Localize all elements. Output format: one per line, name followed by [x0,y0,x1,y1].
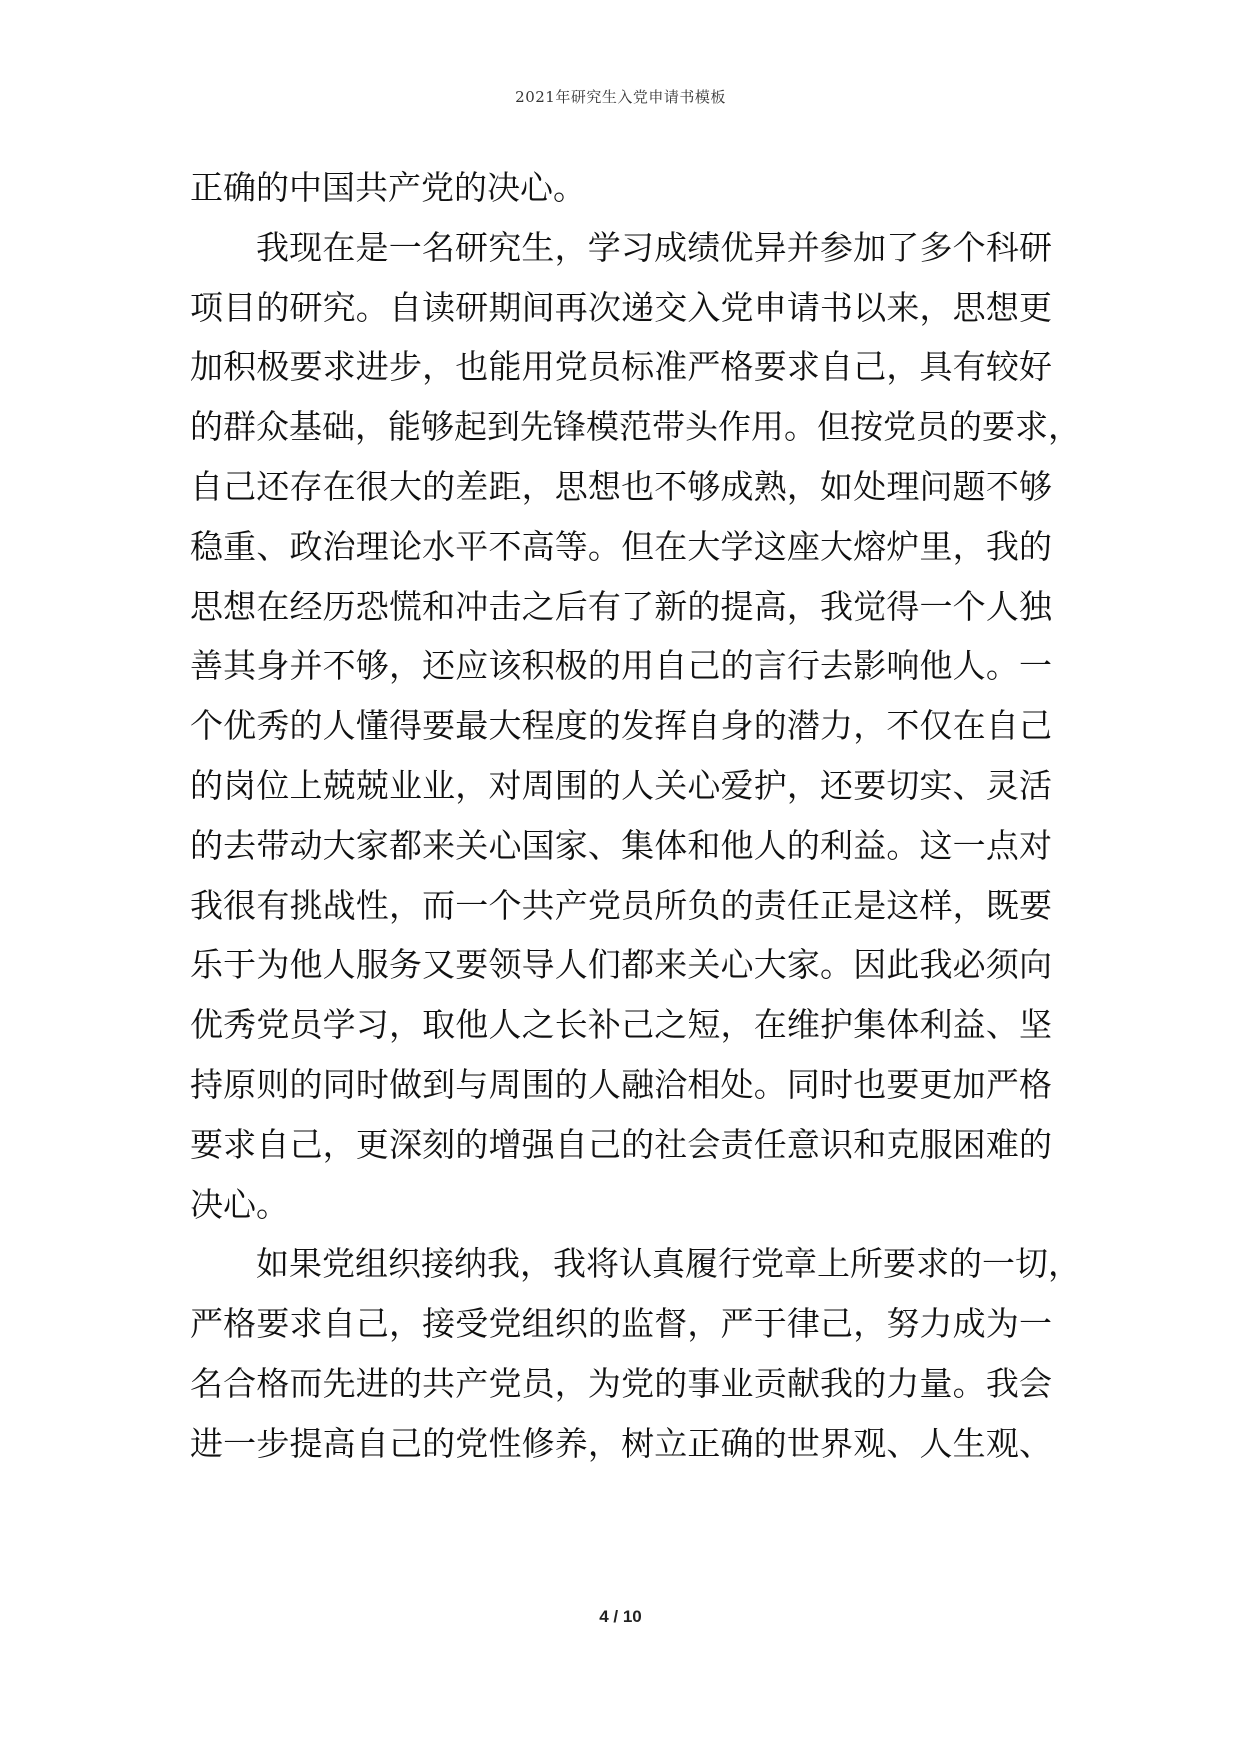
document-body [190,158,1081,1474]
paragraph-first-line: 我现在是一名研究生，学习成绩优异并参加了多个科研 [256,227,1052,267]
page-number: 4 / 10 [599,1607,642,1626]
page-header-title: 2021年研究生入党申请书模板 [515,88,726,106]
text-line: 严格要求自己，接受党组织的监督，严于律己，努力成为一 [190,1304,1052,1344]
paragraph-first-line: 如果党组织接纳我，我将认真履行党章上所要求的一切， [256,1244,1081,1284]
text-line: 乐于为他人服务又要领导人们都来关心大家。因此我必须向 [190,945,1052,985]
text-line: 加积极要求进步，也能用党员标准严格要求自己，具有较好 [190,347,1052,387]
text-line: 的去带动大家都来关心国家、集体和他人的利益。这一点对 [190,825,1052,865]
text-line: 项目的研究。自读研期间再次递交入党申请书以来，思想更 [190,287,1052,327]
text-line: 要求自己，更深刻的增强自己的社会责任意识和克服困难的 [190,1124,1052,1164]
text-line: 稳重、政治理论水平不高等。但在大学这座大熔炉里，我的 [190,526,1052,566]
text-line: 我很有挑战性，而一个共产党员所负的责任正是这样，既要 [190,885,1052,925]
text-line: 进一步提高自己的党性修养，树立正确的世界观、人生观、 [190,1423,1052,1463]
text-line: 正确的中国共产党的决心。 [190,168,586,207]
text-line: 决心。 [190,1184,289,1224]
text-line: 个优秀的人懂得要最大程度的发挥自身的潜力，不仅在自己 [190,706,1052,746]
text-line: 持原则的同时做到与周围的人融洽相处。同时也要更加严格 [190,1064,1052,1104]
text-line: 的岗位上兢兢业业，对周围的人关心爱护，还要切实、灵活 [190,765,1052,805]
text-line: 思想在经历恐慌和冲击之后有了新的提高，我觉得一个人独 [190,586,1052,626]
text-line: 自己还存在很大的差距，思想也不够成熟，如处理问题不够 [190,466,1052,506]
text-line: 的群众基础，能够起到先锋模范带头作用。但按党员的要求， [190,407,1081,447]
text-line: 优秀党员学习，取他人之长补己之短，在维护集体利益、坚 [190,1005,1052,1045]
text-line: 名合格而先进的共产党员，为党的事业贡献我的力量。我会 [190,1363,1052,1403]
text-line: 善其身并不够，还应该积极的用自己的言行去影响他人。一 [190,646,1052,686]
